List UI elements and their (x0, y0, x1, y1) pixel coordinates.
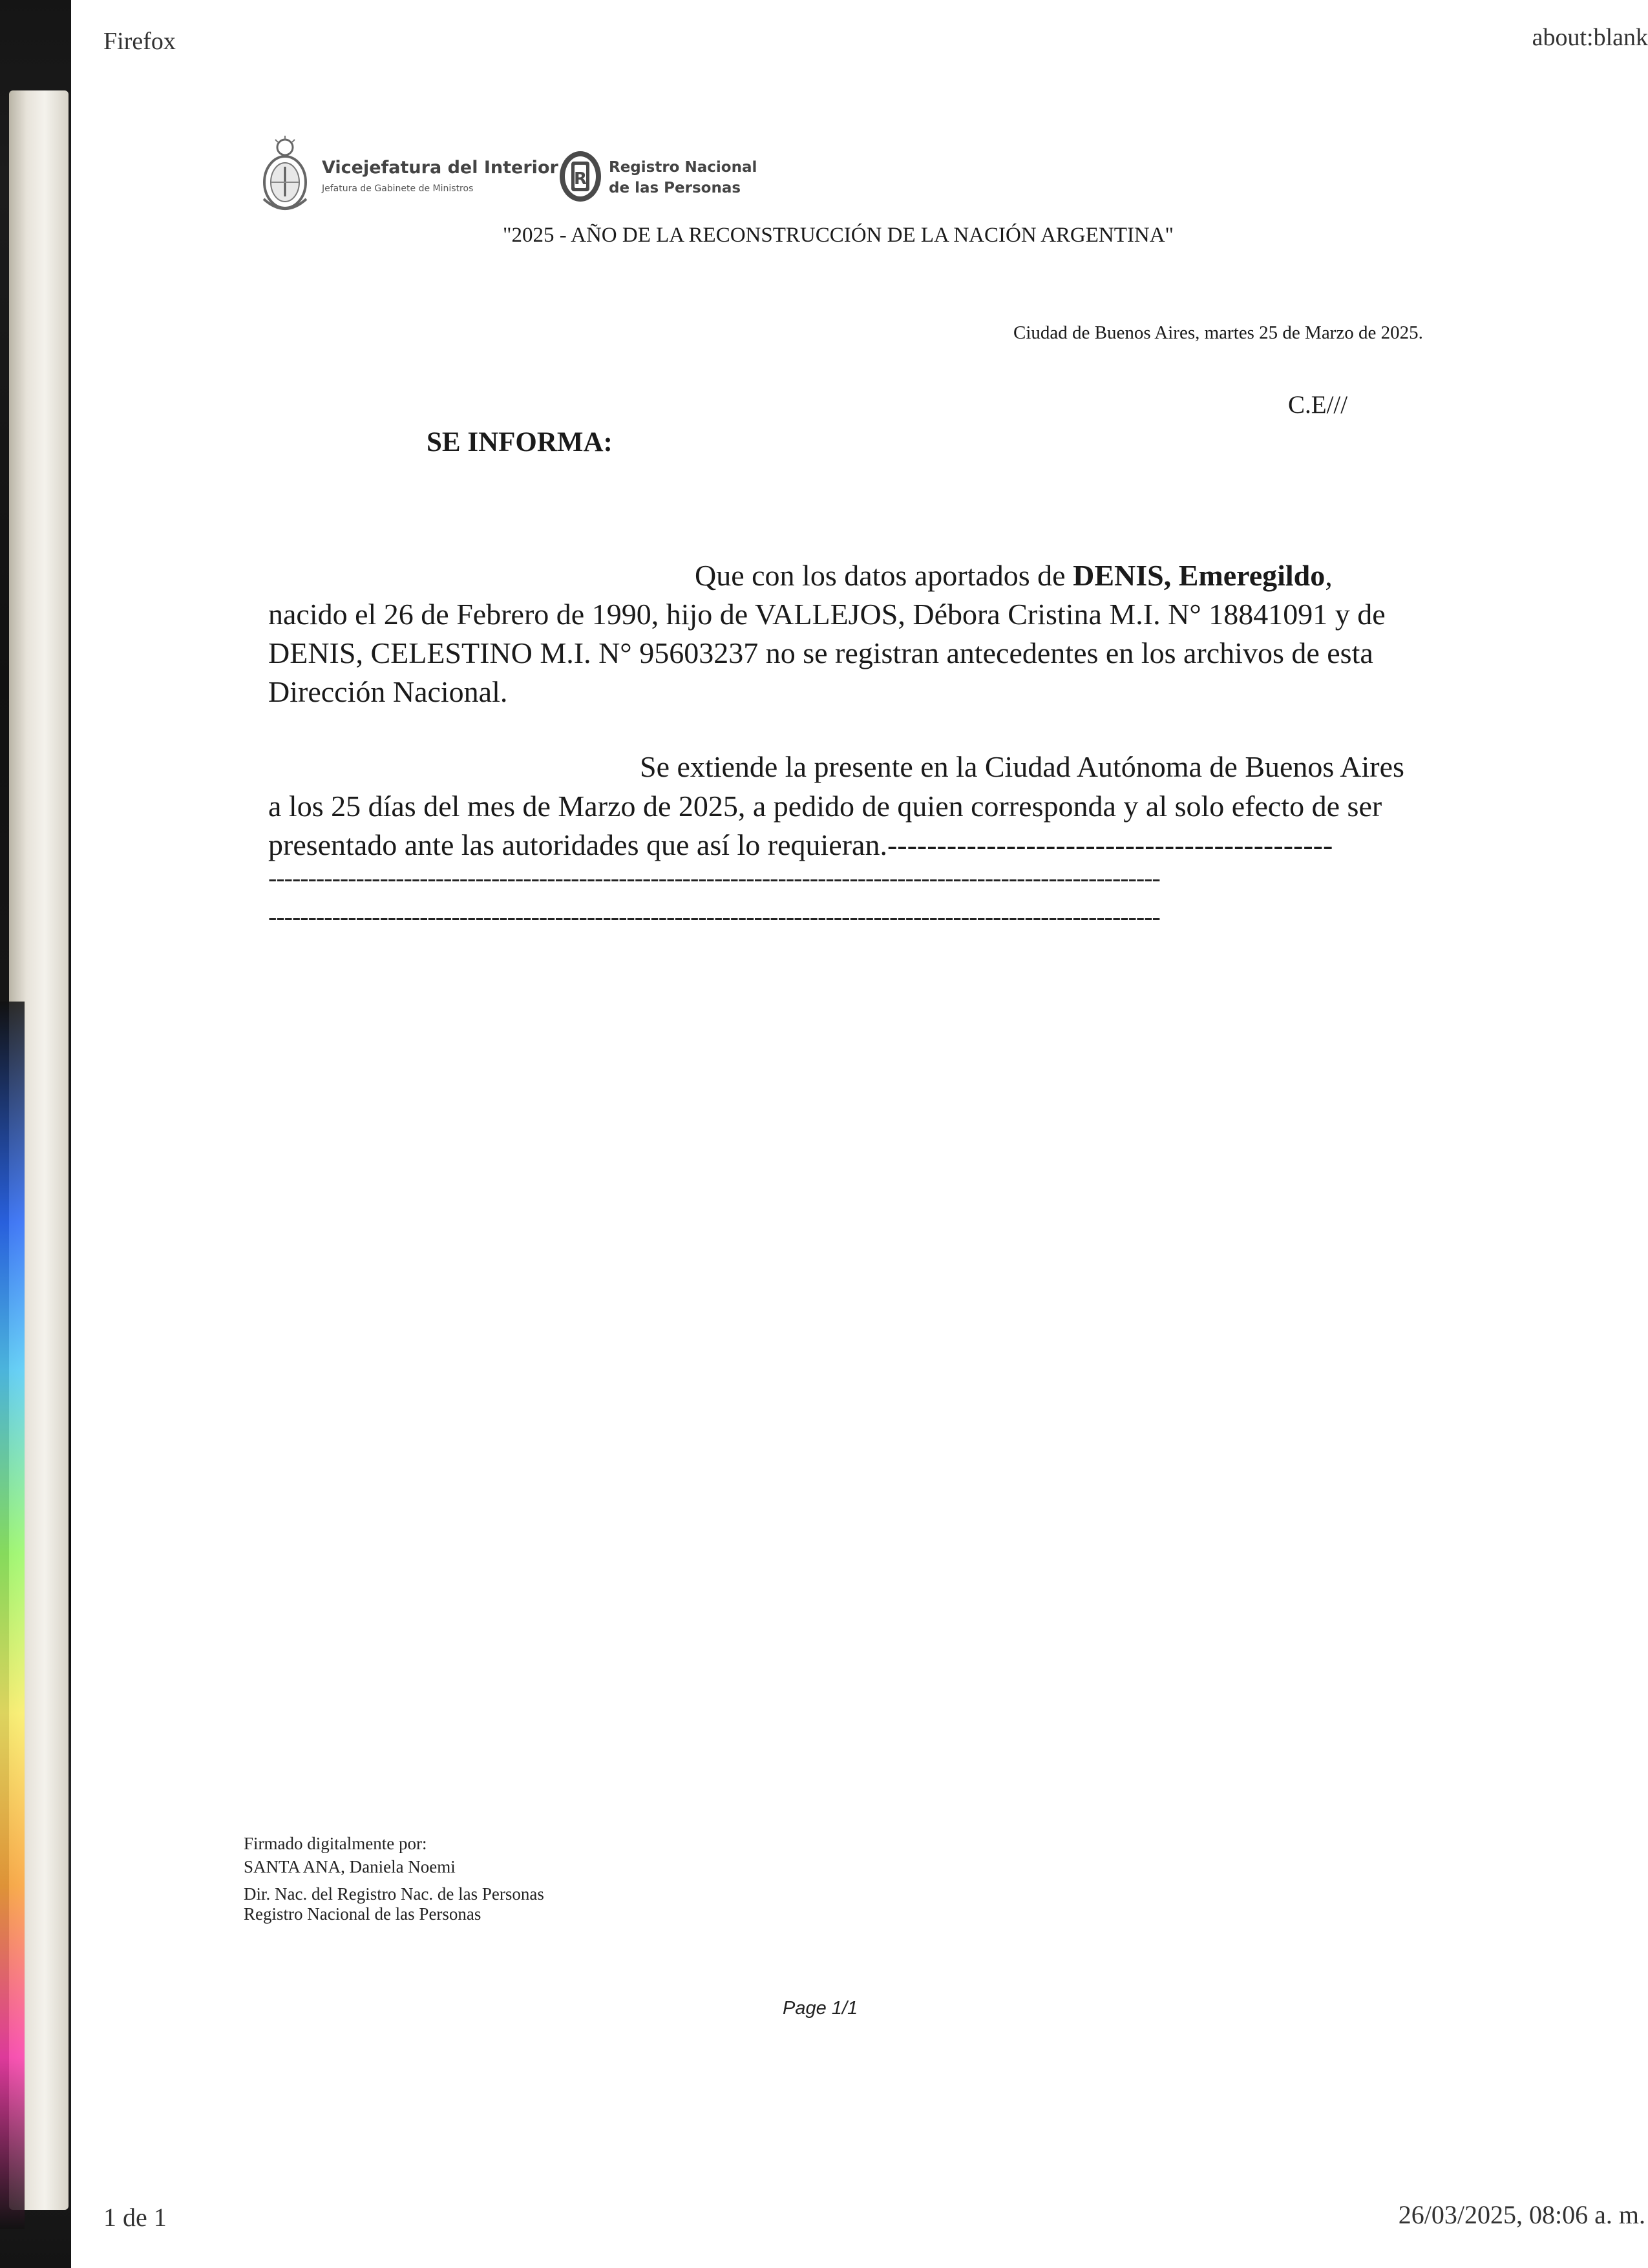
signer-position: Dir. Nac. del Registro Nac. de las Personas (244, 1884, 544, 1904)
signer-organization: Registro Nacional de las Personas (244, 1904, 481, 1924)
document-heading: SE INFORMA: (427, 427, 613, 457)
year-motto: "2025 - AÑO DE LA RECONSTRUCCIÓN DE LA NACIÓN ARGENTINA" (503, 224, 1174, 247)
scan-edge-artifact (0, 1002, 25, 2229)
paragraph-1-comma: , (1325, 559, 1333, 592)
logo-right-line2: de las Personas (609, 180, 741, 196)
reference-code: C.E/// (1288, 391, 1348, 419)
logo-left-title: Vicejefatura del Interior (322, 158, 558, 178)
print-page-count: 1 de 1 (103, 2203, 167, 2232)
print-timestamp: 26/03/2025, 08:06 a. m. (1398, 2200, 1645, 2229)
paragraph-2-line-3: presentado ante las autoridades que así lo requieran.--------------------------------------------- (268, 828, 1333, 861)
document-date: Ciudad de Buenos Aires, martes 25 de Marzo de 2025. (1013, 322, 1423, 343)
signer-name: SANTA ANA, Daniela Noemi (244, 1857, 456, 1876)
signature-label: Firmado digitalmente por: (244, 1834, 427, 1853)
paragraph-1-lead: Que con los datos aportados de (695, 559, 1073, 592)
page-number: Page 1/1 (783, 1998, 858, 2019)
paragraph-1-line-1 (695, 558, 1333, 593)
paragraph-2-line-1: Se extiende la presente en la Ciudad Autónoma de Buenos Aires (640, 750, 1404, 783)
paragraph-1-line-2: nacido el 26 de Febrero de 1990, hijo de VALLEJOS, Débora Cristina M.I. N° 18841091 y de (268, 598, 1386, 631)
filler-dash-line-2: ---------------------------------------------------------------------------------------------------------------- (268, 902, 1160, 931)
browser-title: Firefox (103, 28, 176, 55)
paragraph-1-line-3: DENIS, CELESTINO M.I. N° 95603237 no se registran antecedentes en los archivos de esta (268, 636, 1373, 669)
paragraph-1-line-4: Dirección Nacional. (268, 675, 508, 708)
filler-dash-line-1: ---------------------------------------------------------------------------------------------------------------- (268, 863, 1160, 892)
scan-edge (0, 0, 71, 2268)
argentine-seal-icon (257, 134, 313, 217)
logo-left-subtitle: Jefatura de Gabinete de Ministros (322, 184, 474, 194)
browser-url: about:blank (1532, 24, 1648, 51)
renaper-logo-icon (558, 150, 602, 203)
svg-text:R: R (573, 169, 587, 189)
subject-name: DENIS, Emeregildo (1073, 559, 1326, 592)
paragraph-2-line-2: a los 25 días del mes de Marzo de 2025, a pedido de quien corresponda y al solo efecto de ser (268, 790, 1382, 823)
logo-right-line1: Registro Nacional (609, 159, 757, 176)
